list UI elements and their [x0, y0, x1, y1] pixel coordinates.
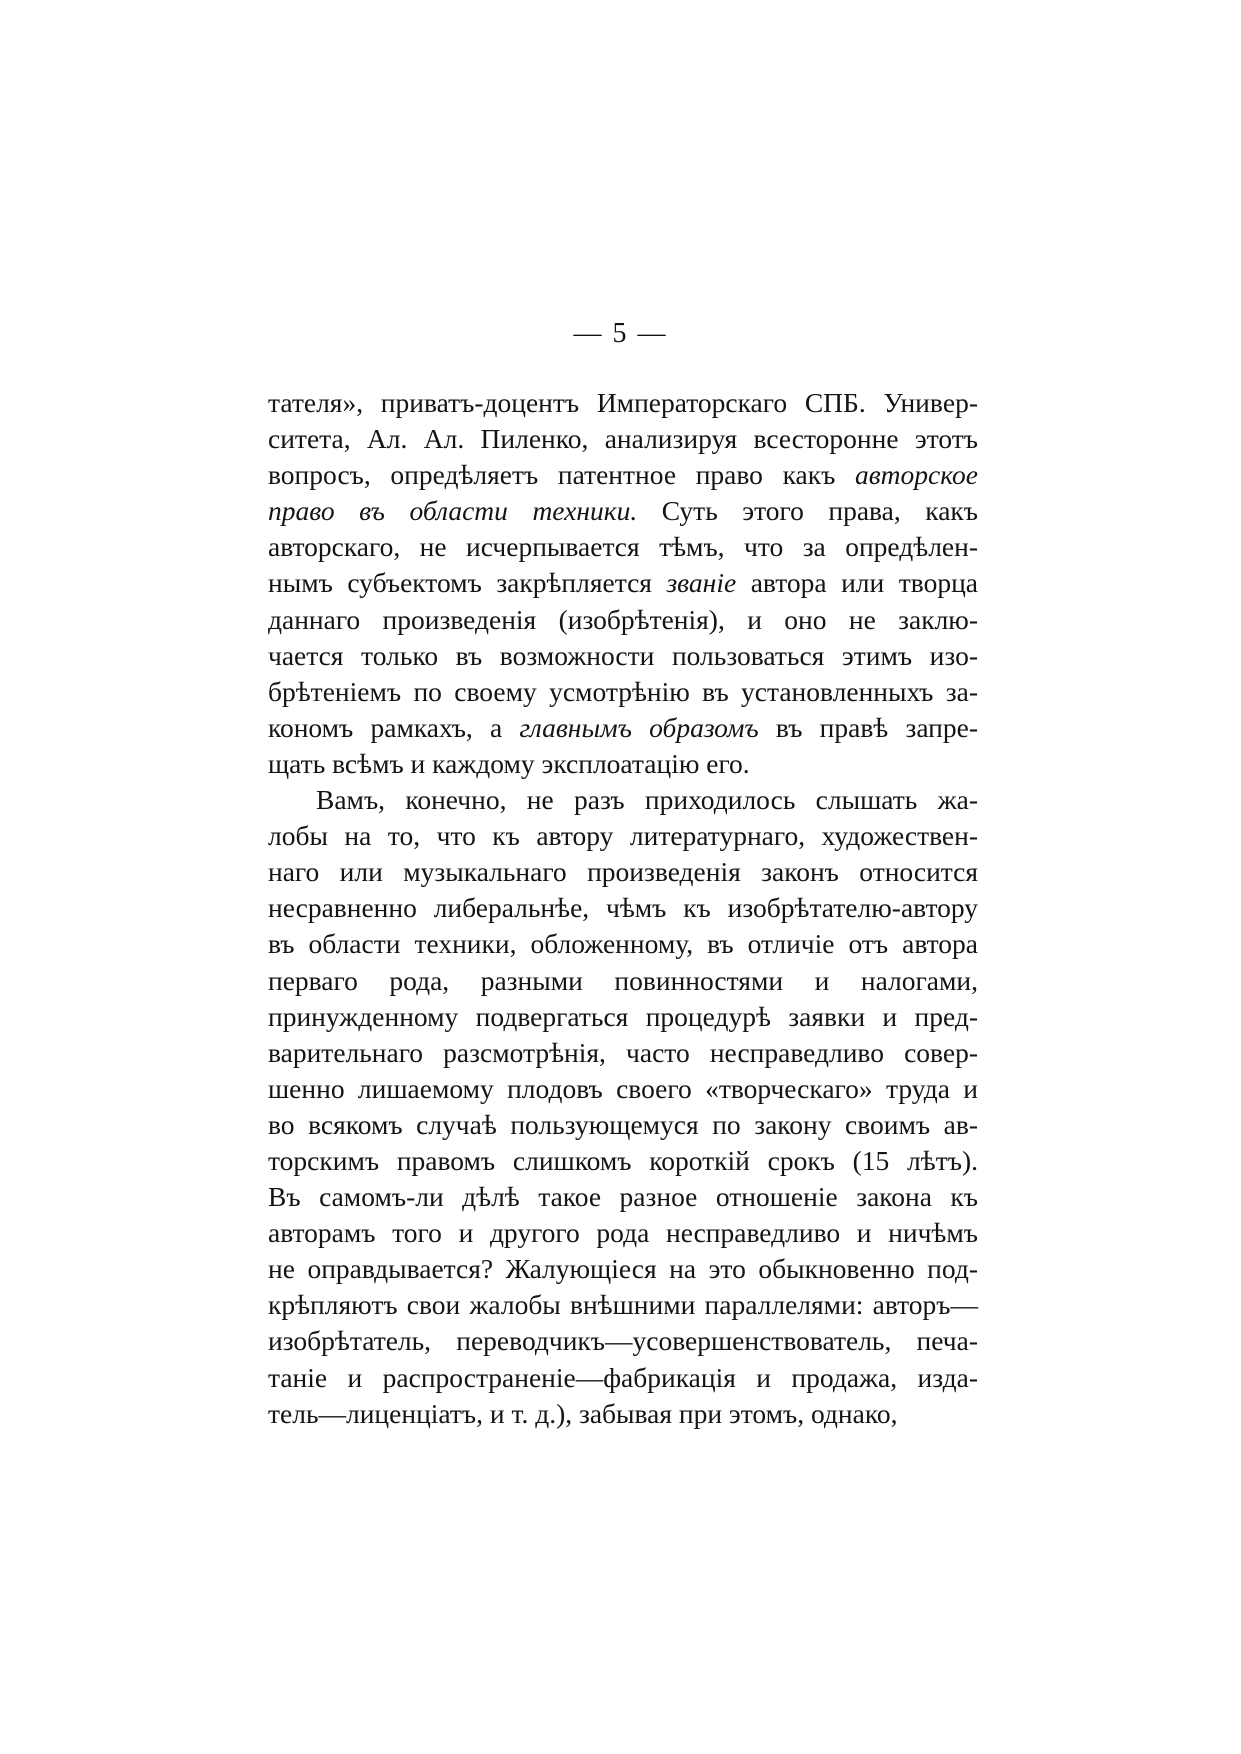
- text-line: [268, 963, 978, 999]
- text-run: тателя», приватъ-доцентъ Императорскаго СПБ. Унивeр-: [268, 387, 978, 418]
- text-line: [268, 710, 978, 746]
- text-line: [268, 926, 978, 962]
- paragraph: [268, 782, 978, 1432]
- text-line: [268, 493, 978, 529]
- body-text: [268, 385, 978, 1432]
- text-line: [268, 782, 978, 818]
- text-run: щать всѣмъ и каждому эксплоатацію его.: [268, 747, 750, 779]
- text-line: [268, 1215, 978, 1251]
- italic-text-run: главнымъ образомъ: [519, 711, 759, 743]
- text-run: изобрѣтатель, переводчикъ—усовершенствователь, печа-: [268, 1325, 978, 1357]
- text-run: авторамъ того и другого рода несправедливо и ничѣмъ: [268, 1217, 978, 1249]
- text-run: нымъ субъектомъ закрѣпляется: [268, 567, 667, 599]
- italic-text-run: право въ области техники.: [268, 495, 638, 527]
- text-run: несравненно либеральнѣе, чѣмъ къ изобрѣтателю-автору: [268, 892, 978, 924]
- text-line: [268, 746, 978, 782]
- text-run: во всякомъ случаѣ пользующемуся по закону своимъ ав-: [268, 1108, 978, 1140]
- text-line: [268, 1323, 978, 1359]
- text-run: брѣтеніемъ по своему усмотрѣнію въ установленныхъ за-: [268, 675, 978, 707]
- text-run: торскимъ правомъ слишкомъ короткій срокъ (15 лѣтъ).: [268, 1144, 978, 1176]
- text-line: [268, 385, 978, 421]
- page-number: — 5 —: [573, 318, 668, 349]
- text-line: [268, 1071, 978, 1107]
- text-run: шенно лишаемому плодовъ своего «творческаго» труда и: [268, 1072, 978, 1104]
- text-run: вопросъ, опредѣляетъ патентное право какъ: [268, 459, 855, 491]
- italic-text-run: авторское: [854, 459, 978, 491]
- text-line: [268, 1179, 978, 1215]
- text-run: чается только въ возможности пользоваться этимъ изо-: [268, 639, 978, 671]
- text-run: автора или творца: [736, 567, 978, 599]
- text-line: [268, 565, 978, 601]
- text-run: въ правѣ запре-: [758, 711, 978, 743]
- text-line: [268, 1287, 978, 1323]
- text-line: [268, 457, 978, 493]
- text-line: [268, 529, 978, 565]
- text-line: [268, 854, 978, 890]
- text-line: [268, 1396, 978, 1432]
- text-run: Въ самомъ-ли дѣлѣ такое разное отношеніе закона къ: [268, 1181, 978, 1213]
- text-run: принужденному подвергаться процедурѣ заявки и пред-: [268, 1000, 978, 1032]
- text-run: варительнаго разсмотрѣнія, часто несправедливо совер-: [268, 1036, 978, 1068]
- text-run: наго или музыкальнаго произведенія законъ относится: [268, 856, 978, 888]
- italic-text-run: званіе: [666, 567, 737, 599]
- text-line: [268, 1035, 978, 1071]
- text-run: кономъ рамкахъ, а: [268, 711, 520, 743]
- text-line: [268, 1251, 978, 1287]
- text-line: [268, 674, 978, 710]
- paragraph: [268, 385, 978, 782]
- text-line: [268, 421, 978, 457]
- text-line: [268, 602, 978, 638]
- text-line: [268, 890, 978, 926]
- text-run: Суть этого права, какъ: [637, 495, 978, 527]
- text-run: авторскаго, не исчерпывается тѣмъ, что за опредѣлен-: [268, 531, 978, 563]
- text-run: ситета, Ал. Ал. Пиленко, анализируя всесторонне этотъ: [268, 423, 978, 455]
- text-run: даннаго произведенія (изобрѣтенія), и оно не заклю-: [268, 603, 978, 635]
- text-line: [268, 818, 978, 854]
- text-line: [268, 1360, 978, 1396]
- text-run: крѣпляютъ свои жалобы внѣшними параллелями: авторъ—: [268, 1289, 978, 1321]
- text-line: [268, 638, 978, 674]
- text-run: Вамъ, конечно, не разъ приходилось слышать жа-: [316, 784, 978, 816]
- text-run: перваго рода, разными повинностями и налогами,: [268, 964, 978, 996]
- text-run: не оправдывается? Жалующіеся на это обыкновенно под-: [268, 1253, 978, 1285]
- text-line: [268, 1107, 978, 1143]
- text-line: [268, 1143, 978, 1179]
- text-run: тель—лиценціатъ, и т. д.), забывая при этомъ, однако,: [268, 1397, 898, 1429]
- text-run: въ области техники, обложенному, въ отличіе отъ автора: [268, 928, 978, 960]
- text-line: [268, 999, 978, 1035]
- text-run: таніе и распространеніе—фабрикація и продажа, изда-: [268, 1361, 978, 1393]
- text-run: лобы на то, что къ автору литературнаго, художествен-: [268, 820, 978, 852]
